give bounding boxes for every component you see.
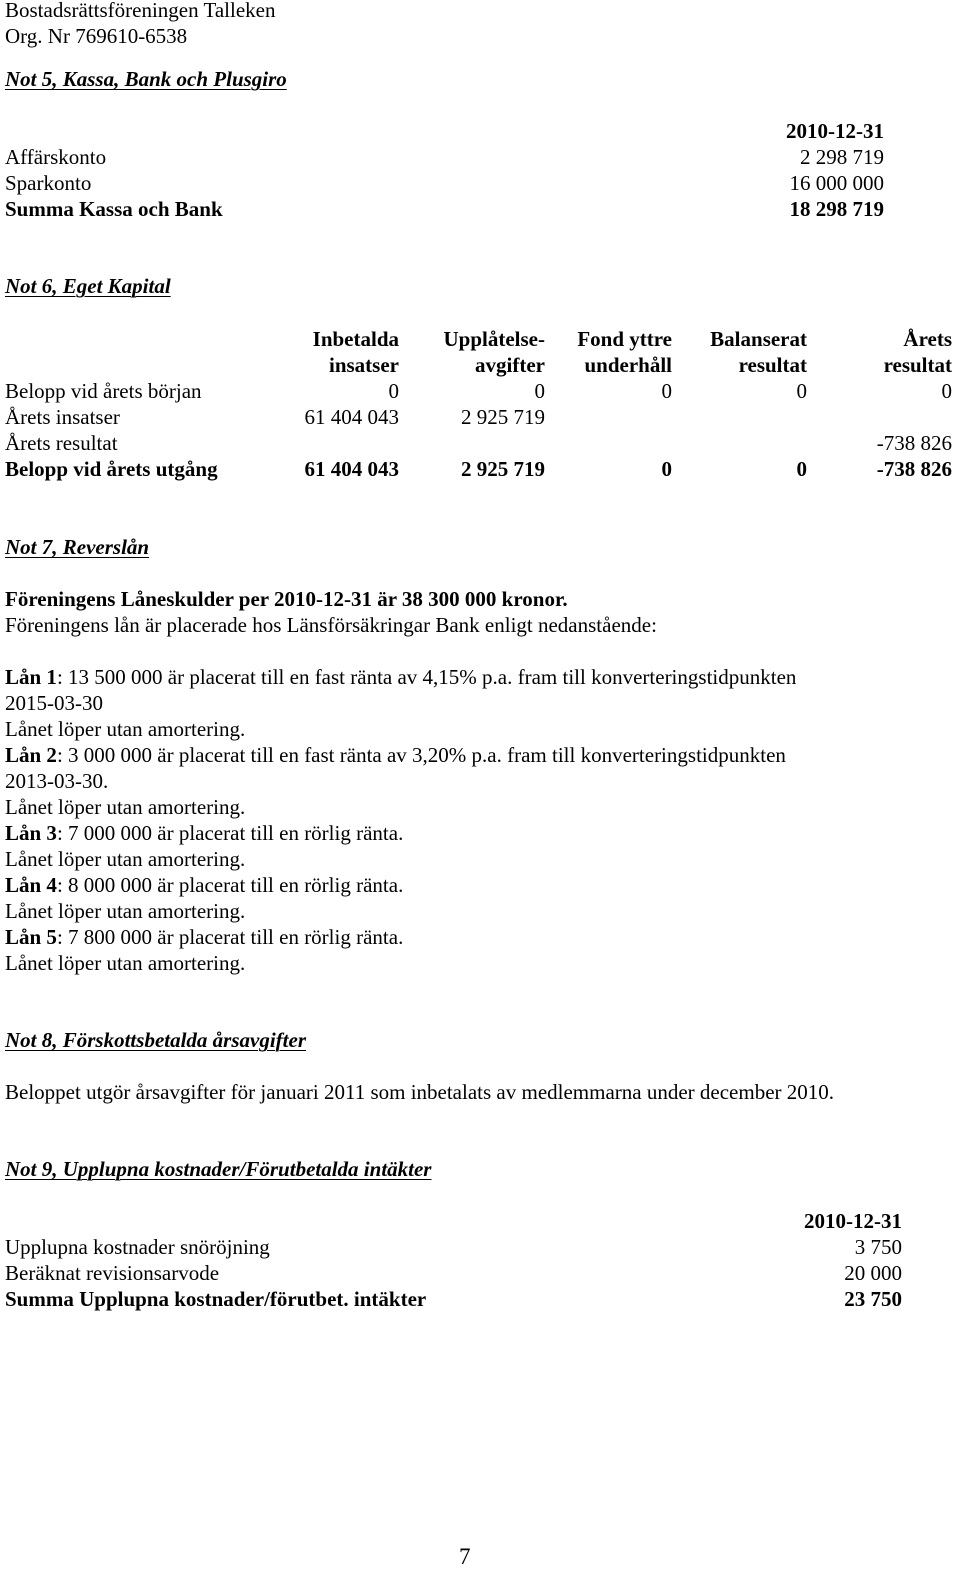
loan-label: Lån 3 <box>5 821 57 845</box>
not5-total-label: Summa Kassa och Bank <box>5 197 223 221</box>
not5-row-label: Affärskonto <box>5 145 107 169</box>
loan-note: Lånet löper utan amortering. <box>5 899 246 923</box>
not6-row-label: Årets resultat <box>5 431 118 455</box>
not6-cell: 61 404 043 <box>304 405 399 429</box>
not6-cell: 0 <box>388 379 399 403</box>
not6-total-cell: -738 826 <box>876 457 952 481</box>
loan-label: Lån 5 <box>5 925 57 949</box>
not6-cell: 0 <box>796 379 807 403</box>
not5-total-value: 18 298 719 <box>789 197 884 221</box>
not6-col-header: underhåll <box>584 353 672 377</box>
not6-row-label: Årets insatser <box>5 405 120 429</box>
not8-heading: Not 8, Förskottsbetalda årsavgifter <box>5 1028 307 1052</box>
not6-cell: -738 826 <box>876 431 952 455</box>
not6-total-cell: 2 925 719 <box>461 457 545 481</box>
loan-note: Lånet löper utan amortering. <box>5 795 246 819</box>
loan-label: Lån 4 <box>5 873 57 897</box>
not9-row-value: 20 000 <box>844 1261 902 1285</box>
loan-line <box>5 875 403 896</box>
not7-summary: Föreningens Låneskulder per 2010-12-31 är 38 300 000 kronor. <box>5 587 568 611</box>
not6-col-header: Upplåtelse- <box>443 327 545 351</box>
loan-text: : 3 000 000 är placerat till en fast ränta av 3,20% p.a. fram till konverteringstidpunkten <box>56 743 786 767</box>
not5-date: 2010-12-31 <box>786 119 884 143</box>
not9-row-label: Upplupna kostnader snöröjning <box>5 1235 270 1259</box>
not6-col-header: insatser <box>329 353 399 377</box>
loan-note: Lånet löper utan amortering. <box>5 951 246 975</box>
loan-continuation: 2013-03-30. <box>5 769 109 793</box>
not5-row-label: Sparkonto <box>5 171 92 195</box>
loan-text: : 8 000 000 är placerat till en rörlig ränta. <box>56 873 404 897</box>
not5-row-value: 2 298 719 <box>800 145 884 169</box>
loan-text: : 7 800 000 är placerat till en rörlig ränta. <box>56 925 404 949</box>
not5-heading: Not 5, Kassa, Bank och Plusgiro <box>5 67 287 91</box>
not6-total-label: Belopp vid årets utgång <box>5 457 218 481</box>
loan-line <box>5 745 786 766</box>
not9-total-value: 23 750 <box>844 1287 902 1311</box>
not7-heading: Not 7, Reverslån <box>5 535 150 559</box>
loan-text: : 7 000 000 är placerat till en rörlig ränta. <box>56 821 404 845</box>
loan-line <box>5 823 403 844</box>
not6-total-cell: 0 <box>661 457 672 481</box>
not6-total-cell: 61 404 043 <box>304 457 399 481</box>
loan-continuation: 2015-03-30 <box>5 691 103 715</box>
not9-date: 2010-12-31 <box>804 1209 902 1233</box>
not6-cell: 0 <box>534 379 545 403</box>
not6-total-cell: 0 <box>796 457 807 481</box>
not6-cell: 0 <box>941 379 952 403</box>
not9-row-value: 3 750 <box>854 1235 902 1259</box>
not6-col-header: Årets <box>903 327 952 351</box>
not6-col-header: resultat <box>883 353 952 377</box>
loan-note: Lånet löper utan amortering. <box>5 717 246 741</box>
not9-total-label: Summa Upplupna kostnader/förutbet. intäkter <box>5 1287 427 1311</box>
not6-cell: 0 <box>661 379 672 403</box>
not6-col-header: Inbetalda <box>312 327 399 351</box>
not6-heading: Not 6, Eget Kapital <box>5 274 171 298</box>
loan-line <box>5 927 403 948</box>
not6-cell: 2 925 719 <box>461 405 545 429</box>
loan-label: Lån 2 <box>5 743 57 767</box>
loan-text: : 13 500 000 är placerat till en fast ränta av 4,15% p.a. fram till konverteringstidpunkten <box>56 665 797 689</box>
not7-intro: Föreningens lån är placerade hos Länsförsäkringar Bank enligt nedanstående: <box>5 613 657 637</box>
association-name: Bostadsrättsföreningen Talleken <box>5 0 276 22</box>
not9-heading: Not 9, Upplupna kostnader/Förutbetalda intäkter <box>5 1157 432 1181</box>
not8-text: Beloppet utgör årsavgifter för januari 2011 som inbetalats av medlemmarna under december 2010. <box>5 1080 835 1104</box>
loan-note: Lånet löper utan amortering. <box>5 847 246 871</box>
org-number: Org. Nr 769610-6538 <box>5 24 188 48</box>
not6-col-header: Fond yttre <box>577 327 672 351</box>
page-number: 7 <box>459 1544 471 1569</box>
not9-row-label: Beräknat revisionsarvode <box>5 1261 220 1285</box>
not6-row-label: Belopp vid årets början <box>5 379 202 403</box>
not6-col-header: avgifter <box>475 353 545 377</box>
loan-label: Lån 1 <box>5 665 57 689</box>
loan-line <box>5 667 796 688</box>
not6-col-header: resultat <box>738 353 807 377</box>
not5-row-value: 16 000 000 <box>789 171 884 195</box>
not6-col-header: Balanserat <box>710 327 807 351</box>
